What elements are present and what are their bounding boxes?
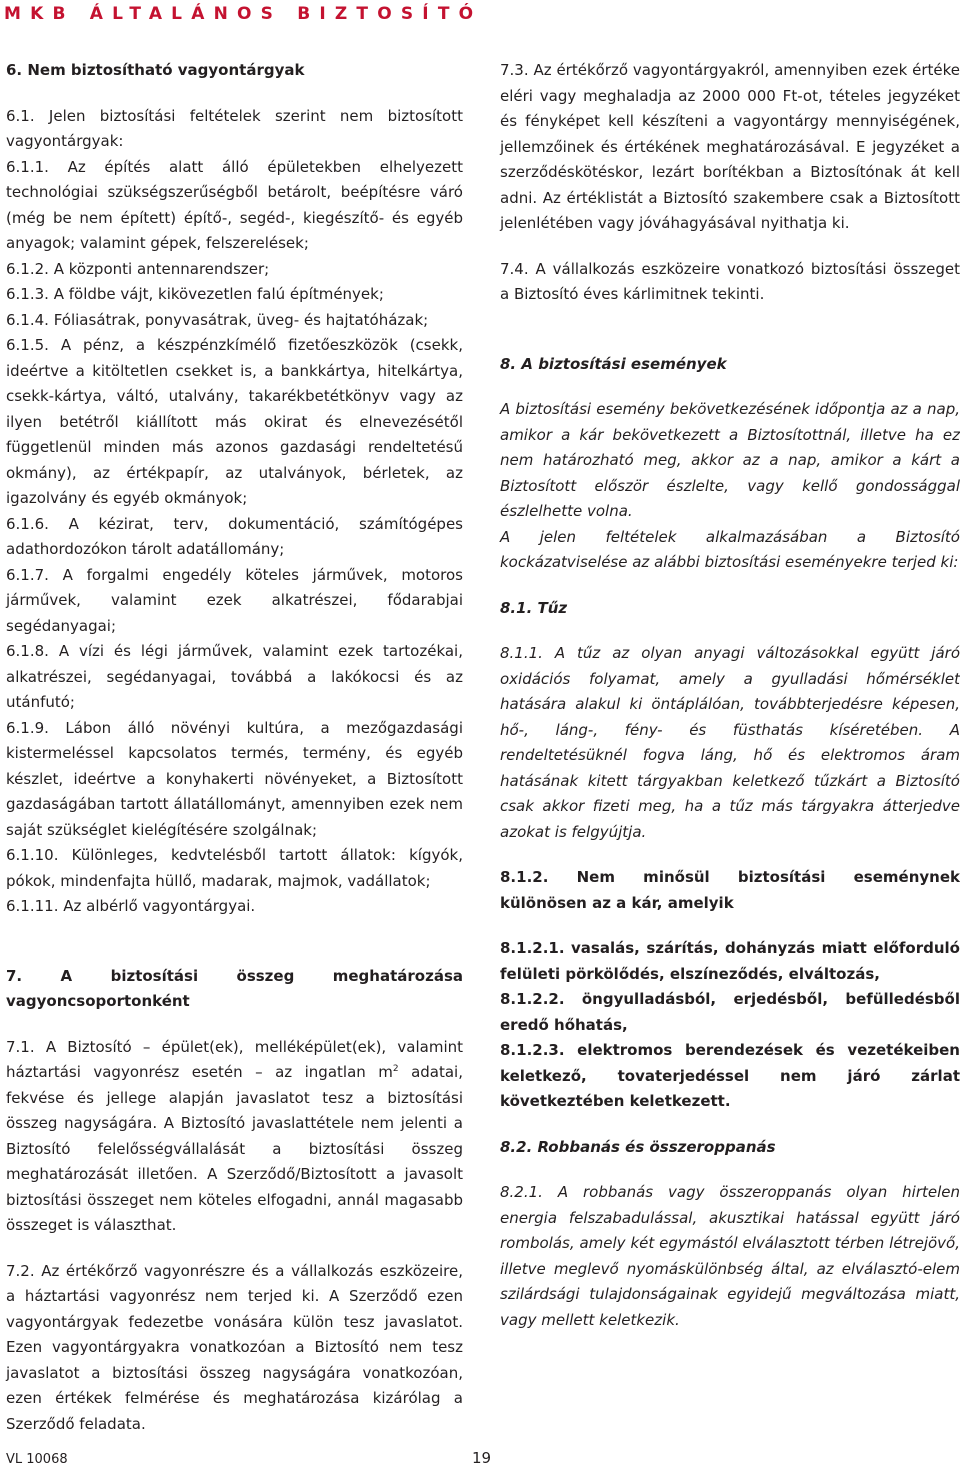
page-number: 19 (472, 1449, 492, 1467)
right-column (500, 58, 960, 1333)
clause-7-2: 7.2. Az értékőrző vagyonrészre és a vállalkozás eszközeire, a háztartási vagyonrész nem terjed ki. A Szerződő ezen vagyontárgyak fedezetbe vonására külön tesz javaslatot. Ezen vagyontárgyakra vonatkozóan a Biztosító nem tesz javaslatot a biztosítási összeg nagyságára vonatkozóan, ezen értékek felmérése és meghatározása kizárólag a Szerződő feladata. (6, 1261, 463, 1433)
section-8-paragraph-1: A biztosítási esemény bekövetkezésének időpontja az a nap, amikor a kár bekövetkezett a Biztosítottnál, illetve ha ez nem határozható meg, akkor az a nap, amikor a kárt a Biztosított először észlelte, vagy kellő gondossággal észlelhette volna. (500, 400, 960, 520)
clause-7-1-text-a: 7.1. A Biztosító – épület(ek), melléképület(ek), valamint háztartási vagyonrész esetén – az ingatlan m (6, 1037, 463, 1081)
clause-8-2-1: 8.2.1. A robbanás vagy összeroppanás olyan hirtelen energia felszabadulással, akusztikai hatással együtt járó rombolás, amely két egymástól elválasztott térben létrejövő, illetve meglevő nyomáskülönbség által, az elválasztó-elem szilárdsági tulajdonságainak egyidejű megváltozása miatt, vagy mellett keletkezik. (500, 1183, 960, 1329)
left-column (6, 58, 463, 1437)
section-6-heading: 6. Nem biztosítható vagyontárgyak (6, 61, 305, 79)
clause-8-1-2-1: 8.1.2.1. vasalás, szárítás, dohányzás miatt előforduló felületi pörkölődés, elszíneződés, elváltozás, (500, 939, 960, 983)
clause-6-1-11: 6.1.11. Az albérlő vagyontárgyai. (6, 897, 256, 915)
clause-6-1-8: 6.1.8. A vízi és légi járművek, valamint ezek tartozékai, alkatrészei, segédanyagai, továbbá a lakókocsi és az utánfutó; (6, 642, 463, 711)
clause-8-1-2-3: 8.1.2.3. elektromos berendezések és vezetékeiben keletkező, tovaterjedéssel nem járó zárlat következtében keletkezett. (500, 1041, 960, 1110)
clause-6-1-1: 6.1.1. Az építés alatt álló épületekben elhelyezett technológiai szükségszerűségből betárolt, beépítésre váró (még be nem épített) építő-, segéd-, kiegészítő- és egyéb anyagok; valamint gépek, felszerelések; (6, 157, 463, 252)
clause-6-1-3: 6.1.3. A földbe vájt, kikövezetlen falú építmények; (6, 285, 384, 303)
section-8-2-heading: 8.2. Robbanás és összeroppanás (500, 1137, 776, 1156)
section-7-heading: 7. A biztosítási összeg meghatározása vagyoncsoportonként (6, 966, 463, 1010)
clause-6-1-5: 6.1.5. A pénz, a készpénzkímélő fizetőeszközök (csekk, ideértve a kitöltetlen csekket is, a bankkártya, hitelkártya, csekk-kártya, váltó, utalvány, takarékbetétkönyv vagy az ilyen betétről kiállított más okirat és elnevezésétől függetlenül minden más azonos gazdasági rendeltetésű okmány), az értékpapír, az utalványok, bérletek, az igazolvány és egyéb okmányok; (6, 336, 463, 507)
clause-6-1-9: 6.1.9. Lábon álló növényi kultúra, a mezőgazdasági kistermeléssel kapcsolatos termés, termény, és egyéb készlet, ideértve a konyhakerti növényeket, a Biztosított gazdaságában tartott állatállományt, amennyiben ezek nem saját szükséglet kielégítésére szolgálnak; (6, 718, 463, 839)
section-8-1-heading: 8.1. Tűz (500, 598, 568, 617)
clause-7-1 (6, 1035, 463, 1239)
clause-8-1-1: 8.1.1. A tűz az olyan anyagi változásokkal együtt járó oxidációs folyamat, amely a gyulladási hőmérséklet hatására alakul ki öntáplálóan, továbbterjedésre képesen, hő-, láng-, fény- és füsthatás kíséretében. A rendeltetésüknél fogva láng, hő és elektromos áram hatásának kitett tárgyakban keletkező tűzkárt a Biztosító csak akkor fizeti meg, ha a tűz más tárgyakra átterjedve azokat is felgyújtja. (500, 644, 960, 841)
section-8-paragraph-2: A jelen feltételek alkalmazásában a Biztosító kockázatviselése az alábbi biztosítási eseményekre terjed ki: (500, 527, 960, 571)
document-code: VL 10068 (6, 1452, 68, 1467)
clause-8-1-2-2: 8.1.2.2. öngyulladásból, erjedésből, befülledésből eredő hőhatás, (500, 990, 960, 1034)
clause-6-1: 6.1. Jelen biztosítási feltételek szerint nem biztosított vagyontárgyak: (6, 106, 463, 150)
header-title: MKB ÁLTALÁNOS BIZTOSÍTÓ (4, 4, 483, 24)
clause-6-1-10: 6.1.10. Különleges, kedvtelésből tartott állatok: kígyók, pókok, mindenfajta hüllő, madarak, majmok, vadállatok; (6, 846, 463, 890)
clause-6-1-7: 6.1.7. A forgalmi engedély köteles járművek, motoros járművek, valamint ezek alkatrészei, fődarabjai segédanyagai; (6, 565, 463, 635)
clause-7-4: 7.4. A vállalkozás eszközeire vonatkozó biztosítási összeget a Biztosító éves kárlimitnek tekinti. (500, 259, 960, 303)
clause-7-3: 7.3. Az értékőrző vagyontárgyakról, amennyiben ezek értéke eléri vagy meghaladja az 2000 000 Ft-ot, tételes jegyzéket és fényképet kell készíteni a vagyontárgy mennyiségének, jellemzőinek és értékének meghatározásával. E jegyzéket a szerződéskötéskor, lezárt borítékban a Biztosítónak át kell adni. Az értéklistát a Biztosító szakembere csak a Biztosított jelenlétében vagy jóváhagyásával nyithatja ki. (500, 61, 960, 232)
clause-7-1-text-b: adatai, fekvése és jellege alapján javaslatot tesz a biztosítási összeg nagyságára. A Biztosító javaslattétele nem jelenti a Biztosító felelősségvállalását a biztosítási összeg meghatározását illetően. A Szerződő/Biztosított a javasolt biztosítási összeget nem köteles elfogadni, annál magasabb összeget is választhat. (6, 1063, 463, 1234)
clause-6-1-2: 6.1.2. A központi antennarendszer; (6, 259, 270, 278)
clause-8-1-2: 8.1.2. Nem minősül biztosítási eseménynek különösen az a kár, amelyik (500, 868, 960, 912)
clause-7-1-superscript: 2 (392, 1064, 399, 1074)
clause-6-1-4: 6.1.4. Fóliasátrak, ponyvasátrak, üveg- és hajtatóházak; (6, 310, 429, 329)
section-8-heading: 8. A biztosítási események (500, 354, 727, 373)
clause-6-1-6: 6.1.6. A kézirat, terv, dokumentáció, számítógépes adathordozókon tárolt adatállomány; (6, 514, 463, 558)
